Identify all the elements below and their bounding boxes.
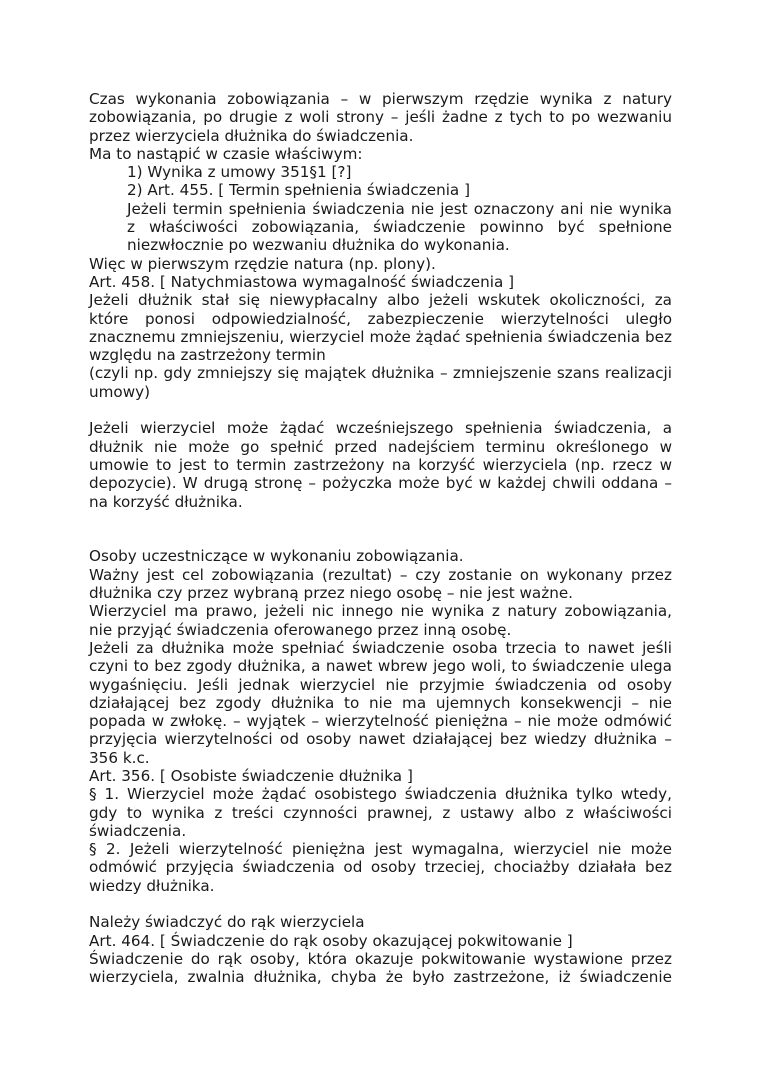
art464-heading: Art. 464. [ Świadczenie do rąk osoby okazującej pokwitowanie ] — [89, 931, 573, 950]
early-performance-paragraph: Jeżeli wierzyciel może żądać wcześniejszego spełnienia świadczenia, a dłużnik nie może go spełnić przed nadejściem terminu określonego w umowie to jest to termin zastrzeżony na korzyść wierzyciela (np. rzecz w depozycie). W drugą stronę – pożyczka może być w każdej chwili oddana – na korzyść dłużnika. — [89, 419, 672, 511]
list-item-2: 2) Art. 455. [ Termin spełnienia świadczenia ] — [127, 181, 470, 200]
goal-paragraph: Ważny jest cel zobowiązania (rezultat) – czy zostanie on wykonany przez dłużnika czy przez wybraną przez niego osobę – nie jest ważne. — [89, 565, 672, 603]
third-party-paragraph: Jeżeli za dłużnika może spełniać świadczenie osoba trzecia to nawet jeśli czyni to bez zgody dłużnika, a nawet wbrew jego woli, to świadczenie ulega wygaśnięciu. Jeśli jednak wierzyciel nie przyjmie świadczenia od osoby działającej bez zgody dłużnika to nie ma ujemnych konsekwencji – nie popada w zwłokę. – wyjątek – wierzytelność pieniężna – nie może odmówić przyjęcia wierzytelności od osoby nawet działającej bez wiedzy dłużnika – 356 k.c. — [89, 638, 672, 767]
spacer — [89, 895, 672, 913]
spacer — [89, 401, 672, 419]
section3-heading: Należy świadczyć do rąk wierzyciela — [89, 913, 365, 932]
list-item-1: 1) Wynika z umowy 351§1 [?] — [127, 163, 352, 182]
spacer — [89, 511, 672, 548]
nature-line: Więc w pierwszym rzędzie natura (np. plony). — [89, 254, 436, 273]
art356-paragraph-2: § 2. Jeżeli wierzytelność pieniężna jest wymagalna, wierzyciel nie może odmówić przyjęcia świadczenia od osoby trzeciej, chociażby działała bez wiedzy dłużnika. — [89, 840, 672, 895]
art356-heading: Art. 356. [ Osobiste świadczenie dłużnika ] — [89, 766, 413, 785]
art458-heading: Art. 458. [ Natychmiastowa wymagalność świadczenia ] — [89, 272, 515, 291]
art464-text: Świadczenie do rąk osoby, która okazuje pokwitowanie wystawione przez wierzyciela, zwalnia dłużnika, chyba że było zastrzeżone, iż świadczenie — [89, 949, 672, 987]
section2-heading: Osoby uczestniczące w wykonaniu zobowiązania. — [89, 547, 464, 566]
intro-paragraph: Czas wykonania zobowiązania – w pierwszym rzędzie wynika z natury zobowiązania, po drugie z woli strony – jeśli żadne z tych to po wezwaniu przez wierzyciela dłużnika do świadczenia. — [89, 90, 672, 145]
art458-text: Jeżeli dłużnik stał się niewypłacalny albo jeżeli wskutek okoliczności, za które ponosi odpowiedzialność, zabezpieczenie wierzytelności uległo znacznemu zmniejszeniu, wierzyciel może żądać spełnienia świadczenia bez względu na zastrzeżony termin — [89, 291, 672, 365]
art458-note: (czyli np. gdy zmniejszy się majątek dłużnika – zmniejszenie szans realizacji umowy) — [89, 364, 672, 401]
art356-paragraph-1: § 1. Wierzyciel może żądać osobistego świadczenia dłużnika tylko wtedy, gdy to wynika z treści czynności prawnej, z ustawy albo z właściwości świadczenia. — [89, 785, 672, 840]
art455-text: Jeżeli termin spełnienia świadczenia nie jest oznaczony ani nie wynika z właściwości zobowiązania, świadczenie powinno być spełnione niezwłocznie po wezwaniu dłużnika do wykonania. — [127, 199, 672, 255]
document-page — [89, 90, 672, 987]
refuse-paragraph: Wierzyciel ma prawo, jeżeli nic innego nie wynika z natury zobowiązania, nie przyjąć świadczenia oferowanego przez inną osobę. — [89, 602, 672, 639]
timing-line: Ma to nastąpić w czasie właściwym: — [89, 144, 363, 163]
